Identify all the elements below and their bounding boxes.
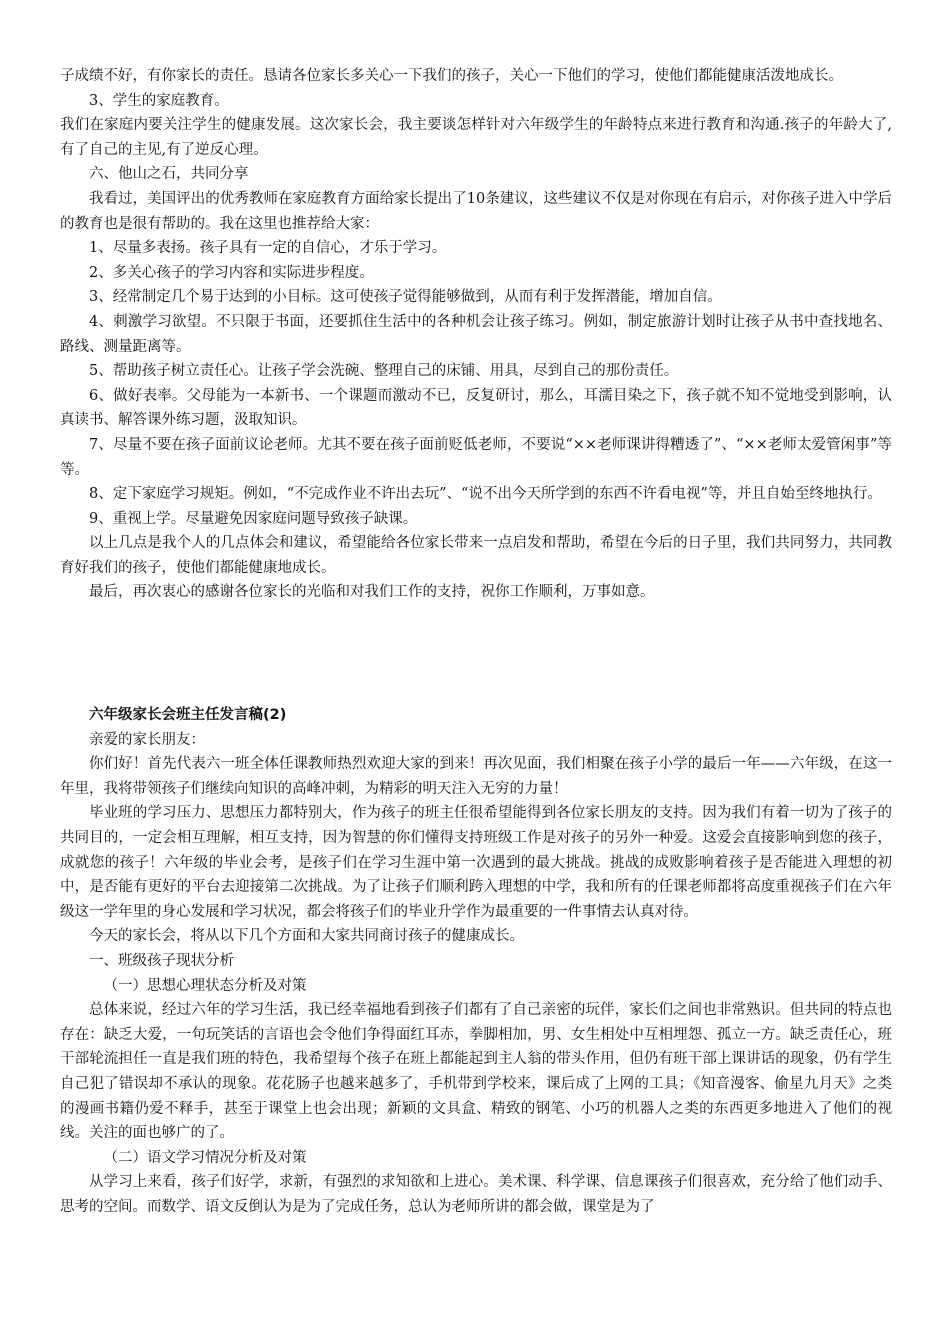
list-item: 8、定下家庭学习规矩。例如，“不完成作业不许出去玩”、“说不出今天所学到的东西不许看电视”等，并且自始至终地执行。: [89, 486, 882, 503]
paragraph: 今天的家长会，将从以下几个方面和大家共同商讨孩子的健康成长。: [89, 928, 524, 945]
salutation: 亲爱的家长朋友：: [89, 731, 205, 748]
list-item: 2、多关心孩子的学习内容和实际进步程度。: [89, 264, 374, 281]
paragraph: 总体来说，经过六年的学习生活，我已经幸福地看到孩子们都有了自己亲密的玩伴，家长们之间也非常熟识。但共同的特点也存在：缺乏大爱，一句玩笑话的言语也会令他们争得面红耳赤，拳脚相加，男、女生相处中互相埋怨、孤立一方。缺乏责任心，班干部轮流担任一直是我们班的特色，我希望每个孩子在班上都能起到主人翁的带头作用，但仍有班干部上课讲话的现象，仍有学生自己犯了错误却不承认的现象。花花肠子也越来越多了，手机带到学校来，课后成了上网的工具；《知音漫客、偷星九月天》之类的漫画书籍仍爱不释手，甚至于课堂上也会出现；新颖的文具盒、精致的钢笔、小巧的机器人之类的东西更多地进入了他们的视线。关注的面也够广的了。: [60, 1002, 892, 1142]
paragraph: 3、学生的家庭教育。: [89, 92, 229, 109]
list-item: 3、经常制定几个易于达到的小目标。这可使孩子觉得能够做到，从而有利于发挥潜能，增加自信。: [89, 289, 722, 306]
section-heading: 六、他山之石，共同分享: [89, 166, 249, 183]
list-item: 9、重视上学。尽量避免因家庭问题导致孩子缺课。: [89, 510, 418, 527]
paragraph: 子成绩不好，有你家长的责任。恳请各位家长多关心一下我们的孩子，关心一下他们的学习，使他们都能健康活泼地成长。: [60, 68, 843, 84]
subsection-heading: （一）思想心理状态分析及对策: [103, 977, 307, 994]
paragraph: 以上几点是我个人的几点体会和建议，希望能给各位家长带来一点启发和帮助，希望在今后的日子里，我们共同努力，共同教育好我们的孩子，使他们都能健康地成长。: [60, 535, 892, 576]
section-heading: 一、班级孩子现状分析: [89, 953, 234, 969]
list-item: 4、刺激学习欲望。不只限于书面，还要抓住生活中的各种机会让孩子练习。例如，制定旅游计划时让孩子从书中查找地名、路线、测量距离等。: [60, 313, 892, 355]
spacer: [60, 605, 892, 703]
paragraph: 我们在家庭内要关注学生的健康发展。这次家长会，我主要谈怎样针对六年级学生的年龄特点来进行教育和沟通.孩子的年龄大了,有了自己的主见,有了逆反心理。: [60, 117, 892, 158]
paragraph: 你们好！首先代表六一班全体任课教师热烈欢迎大家的到来！再次见面，我们相聚在孩子小学的最后一年——六年级，在这一年里，我将带领孩子们继续向知识的高峰冲刺，为精彩的明天注入无穷的力量！: [60, 756, 892, 797]
subsection-heading: （二）语文学习情况分析及对策: [103, 1149, 307, 1166]
paragraph: 毕业班的学习压力、思想压力都特别大，作为孩子的班主任很希望能得到各位家长朋友的支持。因为我们有着一切为了孩子的共同目的，一定会相互理解，相互支持，因为智慧的你们懂得支持班级工作是对孩子的另外一种爱。这爱会直接影响到您的孩子，成就您的孩子！六年级的毕业会考，是孩子们在学习生涯中第一次遇到的最大挑战。挑战的成败影响着孩子是否能进入理想的初中，是否能有更好的平台去迎接第二次挑战。为了让孩子们顺利跨入理想的中学，我和所有的任课老师都将高度重视孩子们在六年级这一学年里的身心发展和学习状况，都会将孩子们的毕业升学作为最重要的一件事情去认真对待。: [60, 805, 892, 920]
paragraph: 从学习上来看，孩子们好学，求新，有强烈的求知欲和上进心。美术课、科学课、信息课孩子们很喜欢，充分给了他们动手、思考的空间。而数学、语文反倒认为是为了完成任务，总认为老师所讲的都会做，课堂是为了: [60, 1174, 892, 1215]
closing-paragraph: 最后，再次衷心的感谢各位家长的光临和对我们工作的支持，祝你工作顺利，万事如意。: [89, 584, 655, 601]
list-item: 7、尽量不要在孩子面前议论老师。尤其不要在孩子面前贬低老师，不要说“××老师课讲得糟透了”、“××老师太爱管闲事”等等。: [60, 436, 892, 478]
document-title: 六年级家长会班主任发言稿(2): [89, 707, 287, 724]
document-page: [60, 64, 892, 1220]
paragraph: 我看过，美国评出的优秀教师在家庭教育方面给家长提出了10条建议，这些建议不仅是对你现在有启示，对你孩子进入中学后的教育也是很有帮助的。我在这里也推荐给大家：: [60, 190, 892, 232]
list-item: 6、做好表率。父母能为一本新书、一个课题而激动不已，反复研讨，那么，耳濡目染之下，孩子就不知不觉地受到影响，认真读书、解答课外练习题，汲取知识。: [60, 387, 892, 429]
list-item: 5、帮助孩子树立责任心。让孩子学会洗碗、整理自己的床铺、用具，尽到自己的那份责任。: [89, 363, 679, 380]
list-item: 1、尽量多表扬。孩子具有一定的自信心，才乐于学习。: [89, 240, 447, 257]
